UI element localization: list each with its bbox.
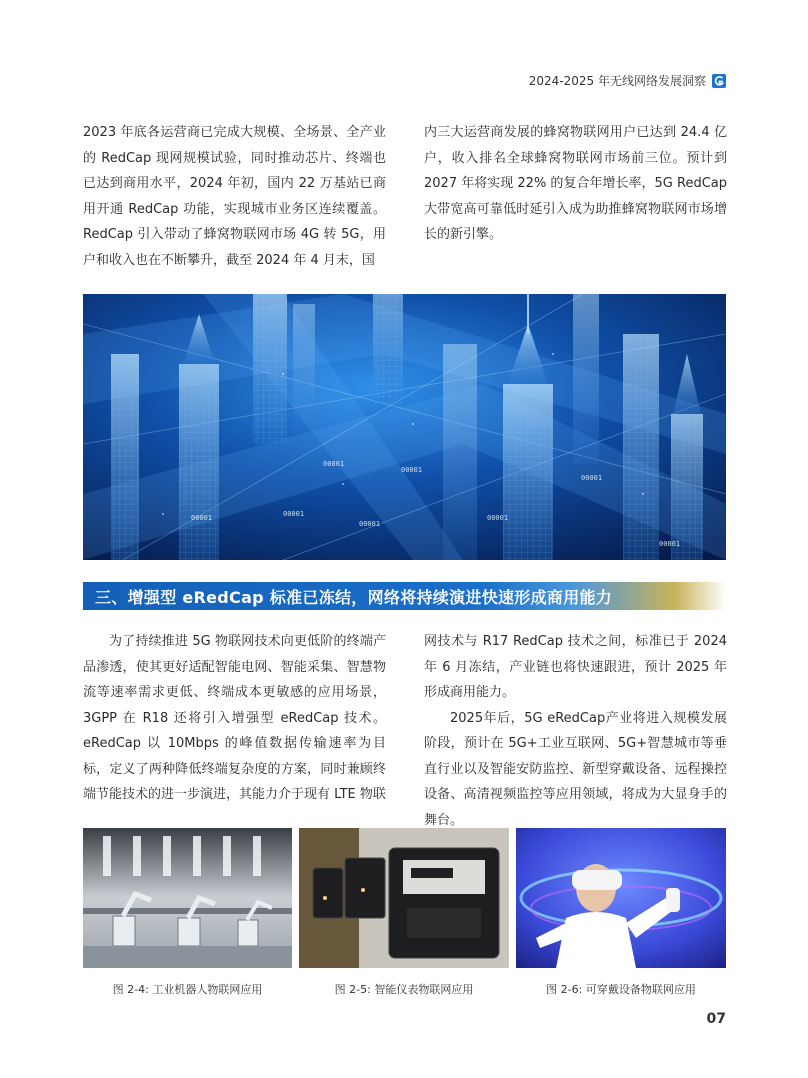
body-paragraph-right-2: 2025年后，5G eRedCap产业将进入规模发展阶段，预计在 5G+工业互联网、5G+智慧城市等垂直行业以及智能安防监控、新型穿戴设备、远程操控设备、高清视频监控等应用领域，将成为大显身手的舞台。: [424, 710, 727, 828]
body-column-right: [424, 629, 727, 833]
intro-paragraph-right: 内三大运营商发展的蜂窝物联网用户已达到 24.4 亿户，收入排名全球蜂窝物联网市场前三位。预计到 2027 年将实现 22% 的复合年增长率，5G RedCap 大带宽高可靠低时延引入成为助推蜂窝物联网市场增长的新引擎。: [424, 125, 727, 242]
banner-code-8: 00001: [659, 540, 681, 548]
figure-caption-2: 图 2-5: 智能仪表物联网应用: [334, 983, 474, 996]
page-header: [529, 72, 726, 89]
body-paragraph-right-1: 网技术与 R17 RedCap 技术之间，标准已于 2024 年 6 月冻结，产业链也将快速跟进，预计 2025 年形成商用能力。: [424, 634, 727, 700]
digital-city-banner-image: [83, 294, 726, 560]
section-heading-bar: [83, 582, 726, 610]
body-paragraph-left: 为了持续推进 5G 物联网技术向更低阶的终端产品渗透，使其更好适配智能电网、智能采集、智慧物流等速率需求更低、终端成本更敏感的应用场景，3GPP 在 R18 还将引入增强型 eRedCap 技术。eRedCap 以 10Mbps 的峰值数据传输速率为目标，定义了两种降低终端复杂度的方案，同时兼顾终端节能技术的进一步演进，其能力介于现有 LTE 物联: [83, 634, 386, 802]
figure-caption-1: 图 2-4: 工业机器人物联网应用: [112, 983, 263, 996]
banner-code-7: 00001: [581, 474, 603, 482]
banner-code-1: 00001: [323, 460, 345, 468]
banner-code-3: 00001: [191, 514, 213, 522]
intro-column-right: [424, 120, 727, 248]
intro-paragraph-left: 2023 年底各运营商已完成大规模、全场景、全产业的 RedCap 现网规模试验，同时推动芯片、终端也已达到商用水平，2024 年初，国内 22 万基站已商用开通 RedCap 功能，实现城市业务区连续覆盖。RedCap 引入带动了蜂窝物联网市场 4G 转 5G，用户和收入也在不断攀升，截至 2024 年 4 月末，国: [83, 125, 386, 268]
page-number: 07: [706, 1011, 726, 1027]
body-column-left: [83, 629, 386, 808]
banner-code-4: 00001: [283, 510, 305, 518]
wearable-vr-photo: [516, 828, 726, 968]
brand-logo-icon: [712, 74, 726, 88]
banner-code-6: 00001: [487, 514, 509, 522]
header-title: 2024-2025 年无线网络发展洞察: [528, 74, 706, 88]
banner-code-5: 00001: [359, 520, 381, 528]
section-heading: 三、增强型 eRedCap 标准已冻结，网络将持续演进快速形成商用能力: [95, 588, 613, 607]
smart-meter-photo: [299, 828, 509, 968]
figure-caption-3: 图 2-6: 可穿戴设备物联网应用: [546, 983, 696, 996]
banner-code-2: 00001: [401, 466, 423, 474]
intro-column-left: [83, 120, 386, 273]
industrial-robot-photo: [83, 828, 292, 968]
